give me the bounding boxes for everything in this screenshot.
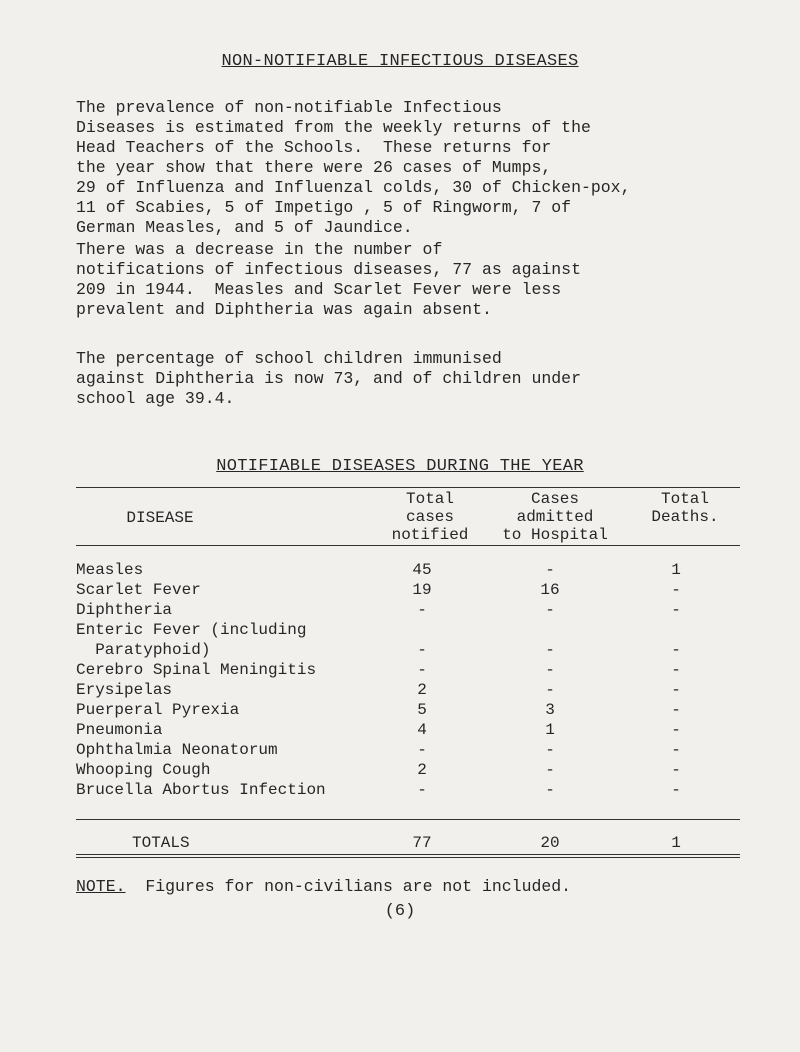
cell-deaths: - — [671, 741, 681, 759]
cell-admitted: 1 — [545, 721, 555, 739]
note — [76, 877, 571, 896]
table-row — [76, 720, 740, 740]
cell-admitted: 16 — [540, 581, 560, 599]
totals-label: TOTALS — [132, 834, 190, 852]
cell-notified: 2 — [417, 761, 427, 779]
table-row — [76, 660, 740, 680]
cell-admitted: - — [545, 741, 555, 759]
disease-name: Scarlet Fever — [76, 581, 201, 599]
note-label: NOTE. — [76, 877, 126, 896]
cell-notified: 19 — [412, 581, 432, 599]
cell-notified: 2 — [417, 681, 427, 699]
cell-deaths: - — [671, 641, 681, 659]
header-admitted: Cases admitted to Hospital — [502, 490, 608, 544]
table-row — [76, 700, 740, 720]
page-title: NON-NOTIFIABLE INFECTIOUS DISEASES — [221, 52, 579, 71]
cell-notified: 4 — [417, 721, 427, 739]
table-body — [76, 560, 740, 800]
cell-deaths: - — [671, 601, 681, 619]
cell-deaths: - — [671, 681, 681, 699]
cell-deaths: - — [671, 721, 681, 739]
table-bottom-rule-double — [76, 857, 740, 858]
paragraph-immunisation: The percentage of school children immunised against Diphtheria is now 73, and of children under school age 39.4. — [76, 349, 581, 408]
disease-name: Brucella Abortus Infection — [76, 781, 326, 799]
totals-deaths: 1 — [671, 834, 681, 852]
disease-name: Cerebro Spinal Meningitis — [76, 661, 317, 679]
disease-name: Ophthalmia Neonatorum — [76, 741, 278, 759]
cell-admitted: - — [545, 681, 555, 699]
cell-deaths: - — [671, 701, 681, 719]
totals-admitted: 20 — [540, 834, 560, 852]
cell-admitted: - — [545, 561, 555, 579]
table-row — [76, 600, 740, 620]
totals-row — [76, 833, 740, 853]
disease-name: Enteric Fever (including — [76, 621, 307, 639]
header-notified: Total cases notified — [391, 490, 469, 544]
table-bottom-rule — [76, 854, 740, 855]
disease-name: Paratyphoid) — [76, 641, 211, 659]
cell-admitted: - — [545, 661, 555, 679]
cell-deaths: 1 — [671, 561, 681, 579]
table-row — [76, 580, 740, 600]
table-row — [76, 680, 740, 700]
page-number: (6) — [384, 902, 416, 921]
note-text: Figures for non-civilians are not included. — [125, 877, 572, 896]
paragraph-notifications: There was a decrease in the number of notifications of infectious diseases, 77 as against 209 in 1944. Measles and Scarlet Fever were less prevalent and Diphtheria was again absent. — [76, 240, 581, 319]
cell-notified: - — [417, 781, 427, 799]
table-row — [76, 740, 740, 760]
cell-admitted: - — [545, 761, 555, 779]
table-row — [76, 760, 740, 780]
disease-name: Puerperal Pyrexia — [76, 701, 240, 719]
totals-notified: 77 — [412, 834, 432, 852]
disease-name: Pneumonia — [76, 721, 163, 739]
cell-admitted: - — [545, 641, 555, 659]
disease-name: Measles — [76, 561, 144, 579]
cell-notified: 45 — [412, 561, 432, 579]
cell-notified: - — [417, 641, 427, 659]
table-top-rule — [76, 487, 740, 488]
table-row — [76, 640, 740, 660]
totals-top-rule — [76, 819, 740, 820]
cell-admitted: - — [545, 601, 555, 619]
header-bottom-rule — [76, 545, 740, 546]
cell-deaths: - — [671, 581, 681, 599]
cell-notified: - — [417, 601, 427, 619]
table-row — [76, 560, 740, 580]
table-row — [76, 620, 740, 640]
table-title: NOTIFIABLE DISEASES DURING THE YEAR — [216, 457, 584, 476]
cell-notified: - — [417, 661, 427, 679]
cell-deaths: - — [671, 761, 681, 779]
cell-admitted: - — [545, 781, 555, 799]
disease-name: Erysipelas — [76, 681, 173, 699]
header-deaths: Total Deaths. — [651, 490, 719, 526]
header-disease: DISEASE — [126, 509, 194, 527]
disease-name: Diphtheria — [76, 601, 173, 619]
cell-deaths: - — [671, 661, 681, 679]
paragraph-prevalence: The prevalence of non-notifiable Infectious Diseases is estimated from the weekly returns of the Head Teachers of the Schools. These returns for the year show that there were 26 cases of Mumps, 29 of Influenza and Influenzal colds, 30 of Chicken-pox, 11 of Scabies, 5 of Impetigo , 5 of Ringworm, 7 of German Measles, and 5 of Jaundice. — [76, 98, 631, 237]
cell-notified: 5 — [417, 701, 427, 719]
cell-deaths: - — [671, 781, 681, 799]
cell-admitted: 3 — [545, 701, 555, 719]
disease-name: Whooping Cough — [76, 761, 211, 779]
cell-notified: - — [417, 741, 427, 759]
table-row — [76, 780, 740, 800]
